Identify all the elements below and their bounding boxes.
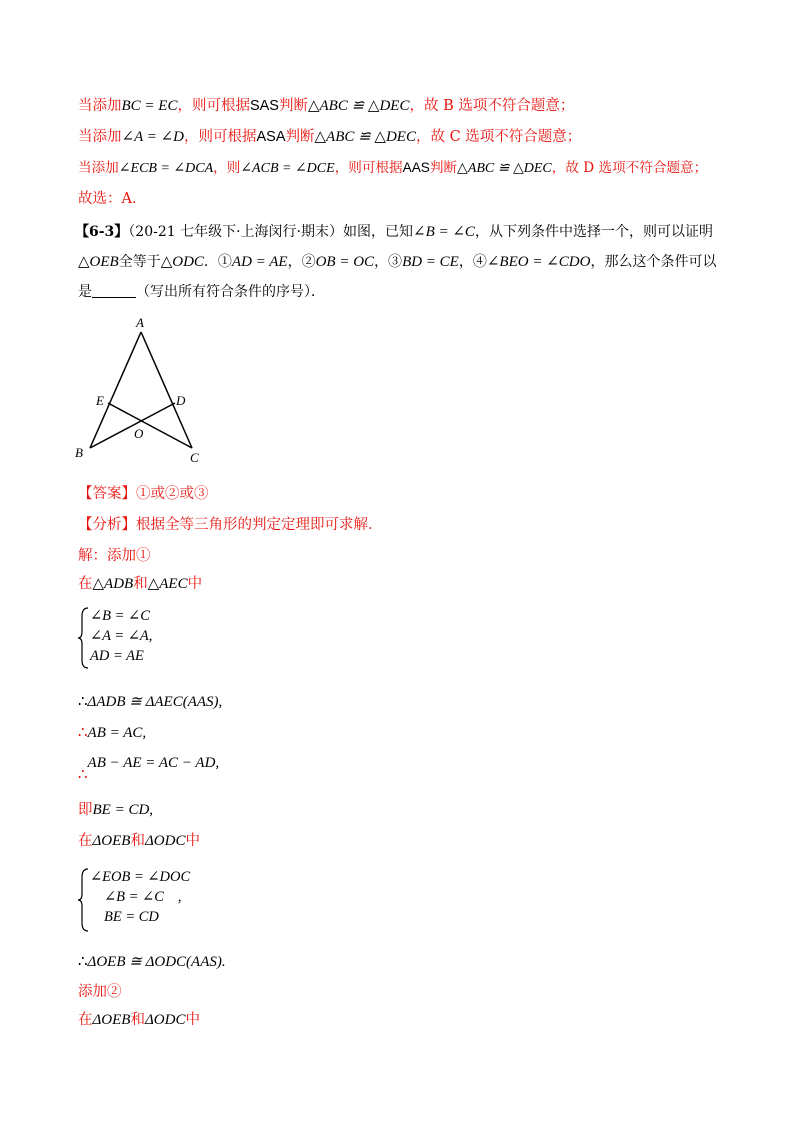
text: ，故 B 选项不符合题意；	[409, 98, 575, 114]
therefore-symbol: ∴	[78, 692, 88, 710]
math-expr: BC = EC	[121, 98, 178, 114]
choice-line	[78, 189, 146, 209]
text: 中	[185, 1012, 200, 1028]
conclusion-1	[78, 691, 222, 712]
triangle-figure	[70, 310, 220, 470]
text: 判断	[285, 129, 315, 145]
text: 判断	[278, 98, 308, 114]
therefore-symbol: ∴	[78, 723, 88, 741]
text: ，故 C 选项不符合题意；	[415, 129, 582, 145]
label-a: A	[136, 315, 144, 330]
text: 当添加	[78, 160, 119, 176]
math-expr: ΔOEB	[92, 1012, 131, 1028]
text: 在	[78, 833, 93, 849]
math-expr: AB = AC,	[87, 725, 147, 741]
text: （写出所有符合条件的序号）．	[136, 284, 325, 300]
equation-row: ∠EOB = ∠DOC	[90, 869, 191, 885]
text: 在	[78, 1012, 93, 1028]
step-ab-ac	[78, 722, 146, 743]
text: 和	[133, 576, 148, 592]
text: 中	[187, 576, 203, 592]
analysis-line	[78, 515, 383, 535]
left-brace	[78, 606, 90, 670]
math-expr: BD = CE	[402, 254, 459, 270]
text: 和	[130, 1012, 145, 1028]
math-expr: △ODC	[160, 254, 204, 270]
text: 和	[130, 833, 145, 849]
equation-row: AD = AE	[90, 648, 144, 664]
text: 添加②	[78, 984, 122, 1000]
text: 故选：A．	[78, 191, 147, 207]
analysis-text: 根据全等三角形的判定定理即可求解．	[136, 517, 383, 533]
answer-value: ①或②或③	[136, 486, 209, 502]
segment-bd	[90, 403, 175, 448]
equation-text: ∠B = ∠C	[104, 889, 164, 905]
segment-ce	[108, 403, 192, 448]
text: ，那么这个条件可以	[590, 254, 717, 270]
text: 是	[78, 284, 92, 300]
in-triangles-line-1	[78, 574, 202, 594]
equation-row: BE = CD	[104, 909, 159, 925]
problem-tag: 【6-3】	[75, 224, 129, 240]
option-c-line	[78, 127, 581, 147]
math-expr: ∠A = ∠D	[121, 129, 184, 145]
text: ，则可根据	[334, 160, 403, 176]
sas-label: SAS	[249, 98, 279, 114]
math-expr: △ABC ≌ △DEC	[314, 129, 416, 145]
math-expr: ΔODC	[144, 833, 186, 849]
math-expr: ΔOEB	[92, 833, 131, 849]
comma: ,	[177, 889, 182, 905]
text: ，从下列条件中选择一个，则可以证明	[474, 224, 713, 240]
text: 即	[78, 802, 93, 818]
text: ，则可根据	[177, 98, 250, 114]
text: 全等于	[118, 254, 161, 270]
text: ，②	[287, 254, 316, 270]
label-e: E	[96, 393, 104, 408]
problem-line-1	[75, 222, 713, 242]
text: ．①	[203, 254, 232, 270]
equation-system-1	[78, 606, 218, 670]
aas-label: AAS	[402, 160, 430, 175]
text: ，故 D 选项不符合题意；	[551, 160, 708, 176]
text: 当添加	[78, 98, 122, 114]
answer-line	[78, 484, 209, 504]
math-expr: ∠BEO = ∠CDO	[486, 254, 591, 270]
step-be-cd	[78, 800, 153, 820]
side-ac	[141, 332, 192, 448]
math-expr: ∠ECB = ∠DCA	[118, 161, 214, 176]
math-expr: △ABC ≌ △DEC	[307, 98, 410, 114]
therefore-symbol: ∴	[78, 765, 88, 783]
text: 如图，已知	[343, 224, 414, 240]
math-expr: △AEC	[147, 576, 188, 592]
text: ，则	[213, 160, 241, 176]
math-expr: ∠B = ∠C	[413, 224, 475, 240]
system-rows	[90, 867, 190, 927]
equation-row: ∠A = ∠A,	[90, 628, 153, 644]
label-c: C	[190, 450, 199, 465]
text: 当添加	[78, 129, 122, 145]
option-b-line	[78, 96, 574, 116]
text: 判断	[429, 160, 458, 176]
math-expr: ∠ACB = ∠DCE	[240, 161, 335, 176]
text: 在	[78, 576, 93, 592]
math-expr: BE = CD,	[92, 802, 154, 818]
in-triangles-line-2	[78, 831, 200, 851]
analysis-tag: 【分析】	[78, 517, 136, 533]
in-triangles-line-3	[78, 1010, 200, 1030]
equation-row	[90, 887, 190, 907]
conclusion-2	[78, 951, 226, 972]
math-expr: △OEB	[78, 254, 119, 270]
text: ，③	[374, 254, 403, 270]
step-subtract	[78, 752, 220, 783]
problem-source: （20-21 七年级下·上海闵行·期末）	[128, 224, 344, 240]
equation-system-2	[78, 867, 238, 933]
math-expr: △ADB	[92, 576, 134, 592]
option-d-line	[78, 158, 707, 179]
text: ，④	[458, 254, 487, 270]
answer-blank	[92, 283, 136, 298]
math-expr: ΔODC	[144, 1012, 186, 1028]
label-b: B	[75, 445, 83, 460]
problem-line-2	[78, 252, 716, 272]
math-expr: AB − AE = AC − AD,	[87, 755, 220, 771]
left-brace	[78, 867, 90, 933]
math-expr: ΔADB ≅ ΔAEC(AAS),	[87, 694, 223, 710]
text: 中	[185, 833, 200, 849]
math-expr: AD = AE	[231, 254, 288, 270]
text: 解：添加①	[78, 548, 151, 564]
text: ，则可根据	[183, 129, 257, 145]
answer-tag: 【答案】	[78, 486, 136, 502]
therefore-symbol: ∴	[78, 952, 88, 970]
system-rows	[90, 606, 152, 666]
math-expr: ΔOEB ≅ ΔODC(AAS).	[87, 954, 226, 970]
math-expr: OB = OC	[315, 254, 375, 270]
equation-row: ∠B = ∠C	[90, 608, 150, 624]
math-expr: △ABC ≌ △DEC	[457, 161, 552, 176]
asa-label: ASA	[256, 129, 286, 145]
label-o: O	[134, 426, 144, 441]
problem-line-3	[78, 282, 325, 302]
solution-intro	[78, 546, 151, 566]
label-d: D	[176, 393, 186, 408]
add-option-2	[78, 982, 122, 1002]
